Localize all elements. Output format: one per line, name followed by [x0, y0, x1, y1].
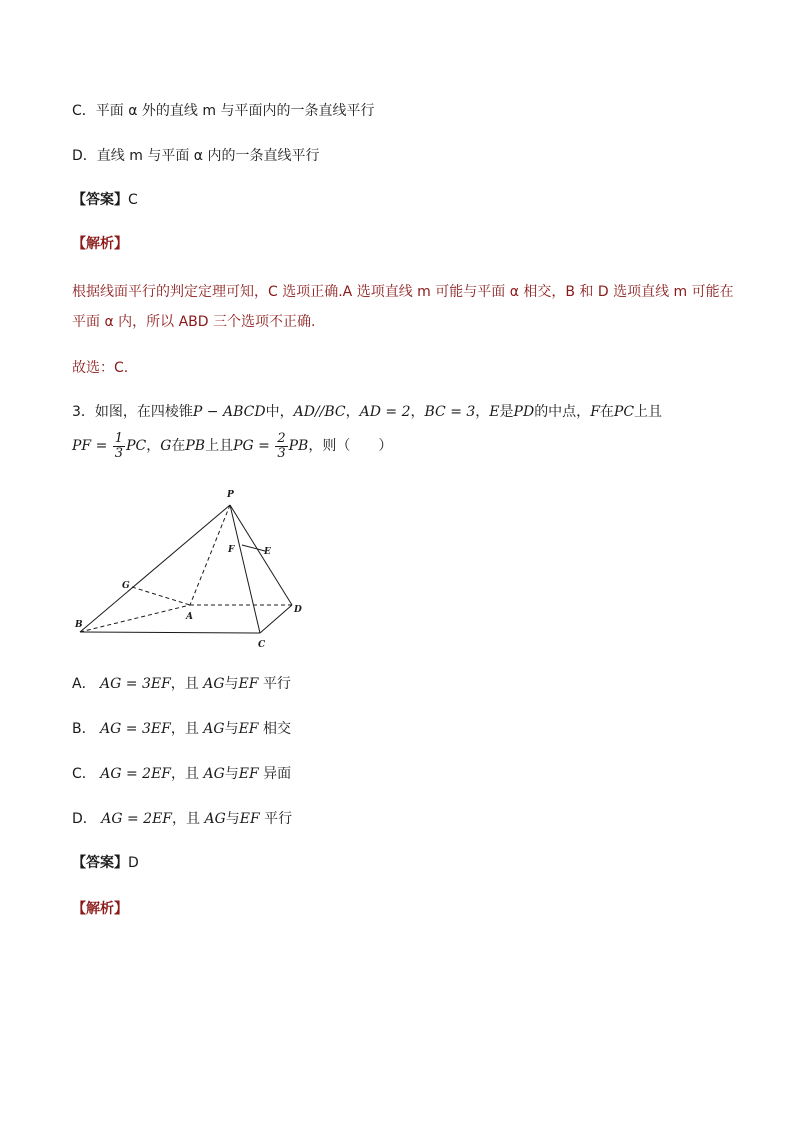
pyramid-figure	[70, 485, 310, 655]
analysis-label: 【解析】	[72, 236, 128, 252]
stem-text: 在	[599, 404, 614, 420]
pg-denominator: 3	[277, 445, 286, 461]
option-ef: EF	[238, 721, 259, 737]
segment-pc: PC	[613, 404, 635, 420]
edge-pb	[80, 505, 230, 632]
segment-ga	[132, 587, 190, 605]
stem-text: 上且	[634, 404, 663, 420]
analysis-line-2: 平面 α 内，所以 ABD 三个选项不正确.	[72, 314, 316, 330]
ad-length: AD = 2	[359, 404, 411, 420]
answer-label: 【答案】	[72, 192, 128, 208]
point-e: E	[489, 404, 500, 420]
edge-cd	[260, 605, 292, 633]
option-letter: C．	[72, 766, 96, 782]
segment-fe	[242, 545, 265, 551]
pf-denominator: 3	[114, 445, 124, 461]
option-a	[72, 674, 291, 694]
analysis-label-q3: 【解析】	[72, 901, 128, 917]
option-text: 与	[224, 766, 239, 782]
option-d-q3	[72, 809, 292, 829]
label-e: E	[264, 547, 271, 557]
separator: ，	[410, 404, 425, 420]
answer-value: D	[128, 855, 139, 871]
question-3-stem	[72, 402, 662, 422]
point-f: F	[590, 404, 600, 420]
separator: ，	[345, 404, 360, 420]
option-letter: D．	[72, 811, 97, 827]
option-letter: B．	[72, 721, 96, 737]
point-g: G	[160, 438, 172, 454]
pg-fraction	[275, 432, 287, 461]
edge-bc	[80, 632, 260, 633]
option-letter: A．	[72, 676, 96, 692]
option-relation: 平行	[264, 811, 293, 827]
option-text: ，且	[170, 721, 199, 737]
segment-pd: PD	[513, 404, 535, 420]
option-text: ，且	[172, 811, 200, 827]
option-expr: AG = 3EF	[100, 721, 171, 737]
stem-text: 在	[171, 438, 186, 454]
option-text: 与	[224, 676, 239, 692]
stem-text: 中，	[265, 404, 294, 420]
answer-value: C	[128, 192, 138, 208]
option-ag: AG	[203, 676, 225, 692]
stem-text: 上且	[205, 438, 234, 454]
pyramid-name: P − ABCD	[192, 404, 266, 420]
edge-pd	[230, 505, 292, 605]
option-c: C．平面 α 外的直线 m 与平面内的一条直线平行	[72, 103, 375, 119]
option-c-q3	[72, 764, 291, 784]
label-f: F	[228, 545, 235, 555]
answer-line-q3	[72, 853, 139, 873]
edge-pc	[230, 505, 260, 633]
option-relation: 异面	[263, 766, 292, 782]
pg-lhs: PG =	[233, 438, 270, 454]
option-text: ，且	[170, 676, 199, 692]
question-3-stem-cont	[72, 430, 392, 462]
stem-text: ，则（ ）	[308, 438, 393, 454]
bc-length: BC = 3	[424, 404, 476, 420]
option-relation: 相交	[262, 721, 291, 737]
option-b	[72, 719, 291, 739]
separator: ，	[475, 404, 490, 420]
label-d: D	[294, 605, 302, 615]
stem-text: 是	[499, 404, 514, 420]
option-text: ，且	[171, 766, 199, 782]
stem-text: 的中点，	[534, 404, 591, 420]
option-ag: AG	[203, 766, 225, 782]
option-ef: EF	[238, 766, 259, 782]
label-p: P	[227, 490, 234, 500]
option-text: 与	[224, 721, 239, 737]
separator: ，	[146, 438, 161, 454]
answer-label: 【答案】	[72, 855, 128, 871]
option-expr: AG = 2EF	[101, 811, 172, 827]
option-ef: EF	[239, 811, 260, 827]
pf-numerator: 1	[114, 430, 124, 446]
pf-lhs: PF =	[72, 438, 108, 454]
pg-rhs: PB	[288, 438, 309, 454]
segment-pb: PB	[185, 438, 206, 454]
option-ag: AG	[204, 811, 226, 827]
answer-line	[72, 190, 138, 210]
label-g: G	[122, 581, 130, 591]
edge-pa	[190, 505, 230, 605]
analysis-line-1: 根据线面平行的判定定理可知，C 选项正确.A 选项直线 m 可能与平面 α 相交，B 和 D 选项直线 m 可能在	[72, 284, 734, 300]
option-ag: AG	[203, 721, 225, 737]
parallel-condition: AD//BC	[293, 404, 346, 420]
conclusion: 故选：C.	[72, 360, 129, 376]
option-expr: AG = 3EF	[100, 676, 171, 692]
option-d: D．直线 m 与平面 α 内的一条直线平行	[72, 148, 320, 164]
label-b: B	[75, 620, 83, 630]
option-expr: AG = 2EF	[100, 766, 171, 782]
pg-numerator: 2	[277, 430, 286, 446]
label-a: A	[186, 612, 193, 622]
stem-text: 3．如图，在四棱锥	[72, 404, 193, 420]
option-relation: 平行	[262, 676, 291, 692]
label-c: C	[258, 640, 266, 650]
option-ef: EF	[238, 676, 259, 692]
pf-rhs: PC	[126, 438, 147, 454]
option-text: 与	[225, 811, 240, 827]
pf-fraction	[113, 432, 125, 461]
